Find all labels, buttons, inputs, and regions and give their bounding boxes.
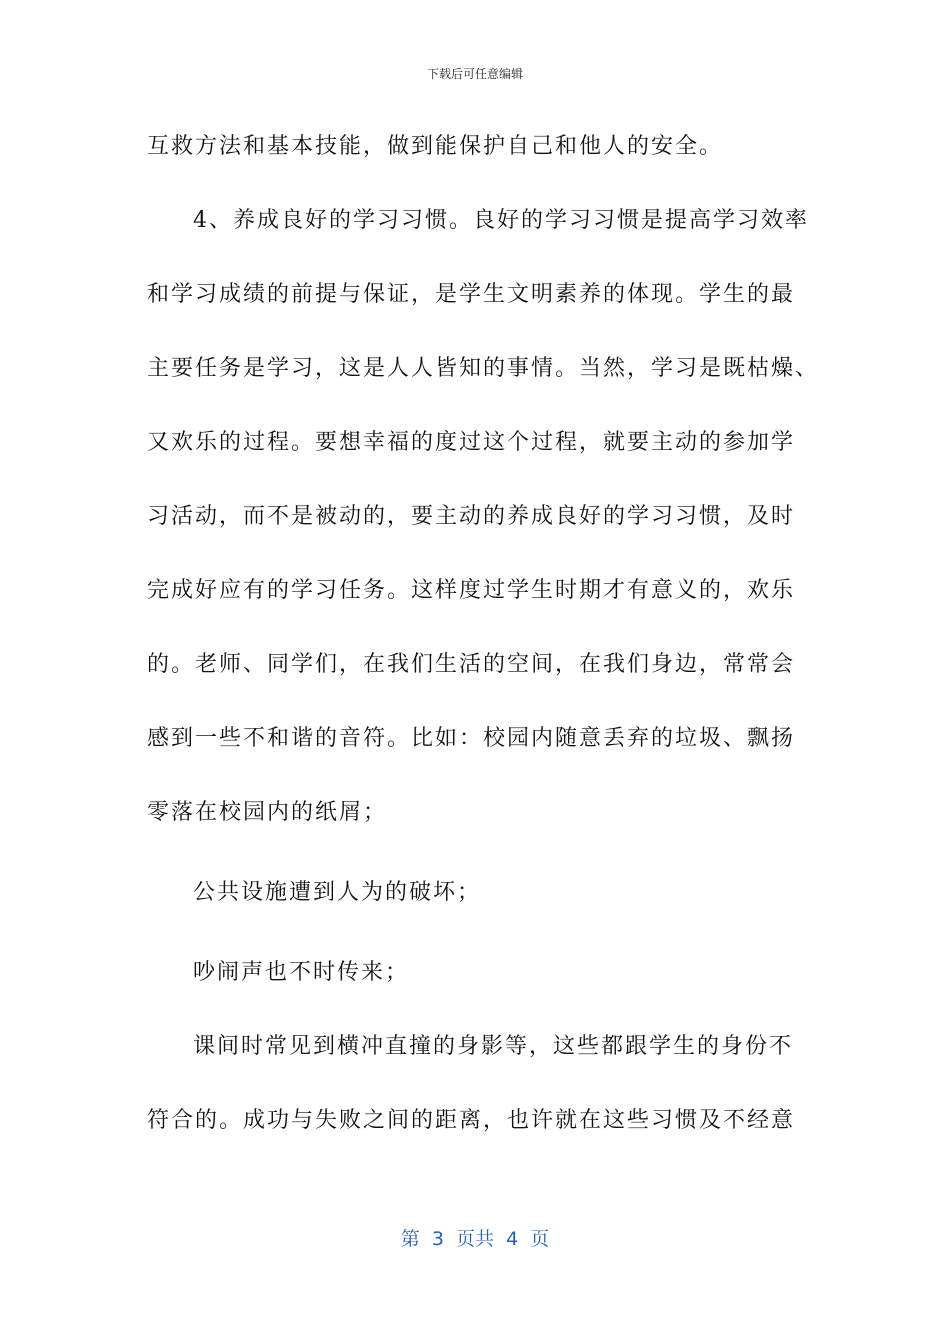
text-line-14: 符合的。成功与失败之间的距离，也许就在这些习惯及不经意 <box>147 1108 796 1133</box>
text-line-5: 又欢乐的过程。要想幸福的度过这个过程，就要主动的参加学 <box>147 430 796 455</box>
page-number-footer: 第 3 页共 4 页 <box>400 1228 550 1250</box>
text-line-8: 的。老师、同学们，在我们生活的空间，在我们身边，常常会 <box>147 652 796 677</box>
text-line-2: 4、养成良好的学习习惯。良好的学习习惯是提高学习效率 <box>193 208 809 233</box>
text-line-9: 感到一些不和谐的音符。比如：校园内随意丢弃的垃圾、飘扬 <box>147 726 796 751</box>
text-line-10: 零落在校园内的纸屑； <box>147 800 388 825</box>
text-line-3: 和学习成绩的前提与保证，是学生文明素养的体现。学生的最 <box>147 282 796 307</box>
text-line-4: 主要任务是学习，这是人人皆知的事情。当然，学习是既枯燥、 <box>147 356 820 381</box>
text-line-1: 互救方法和基本技能，做到能保护自己和他人的安全。 <box>147 134 724 159</box>
text-line-11: 公共设施遭到人为的破坏； <box>193 880 482 905</box>
page-header: 下载后可任意编辑 <box>426 67 523 81</box>
document-body <box>147 112 820 1160</box>
text-line-12: 吵闹声也不时传来； <box>193 960 410 985</box>
text-line-7: 完成好应有的学习任务。这样度过学生时期才有意义的，欢乐 <box>147 578 796 603</box>
text-line-6: 习活动，而不是被动的，要主动的养成良好的学习习惯，及时 <box>147 504 796 529</box>
text-line-13: 课间时常见到横冲直撞的身影等，这些都跟学生的身份不 <box>193 1034 794 1059</box>
